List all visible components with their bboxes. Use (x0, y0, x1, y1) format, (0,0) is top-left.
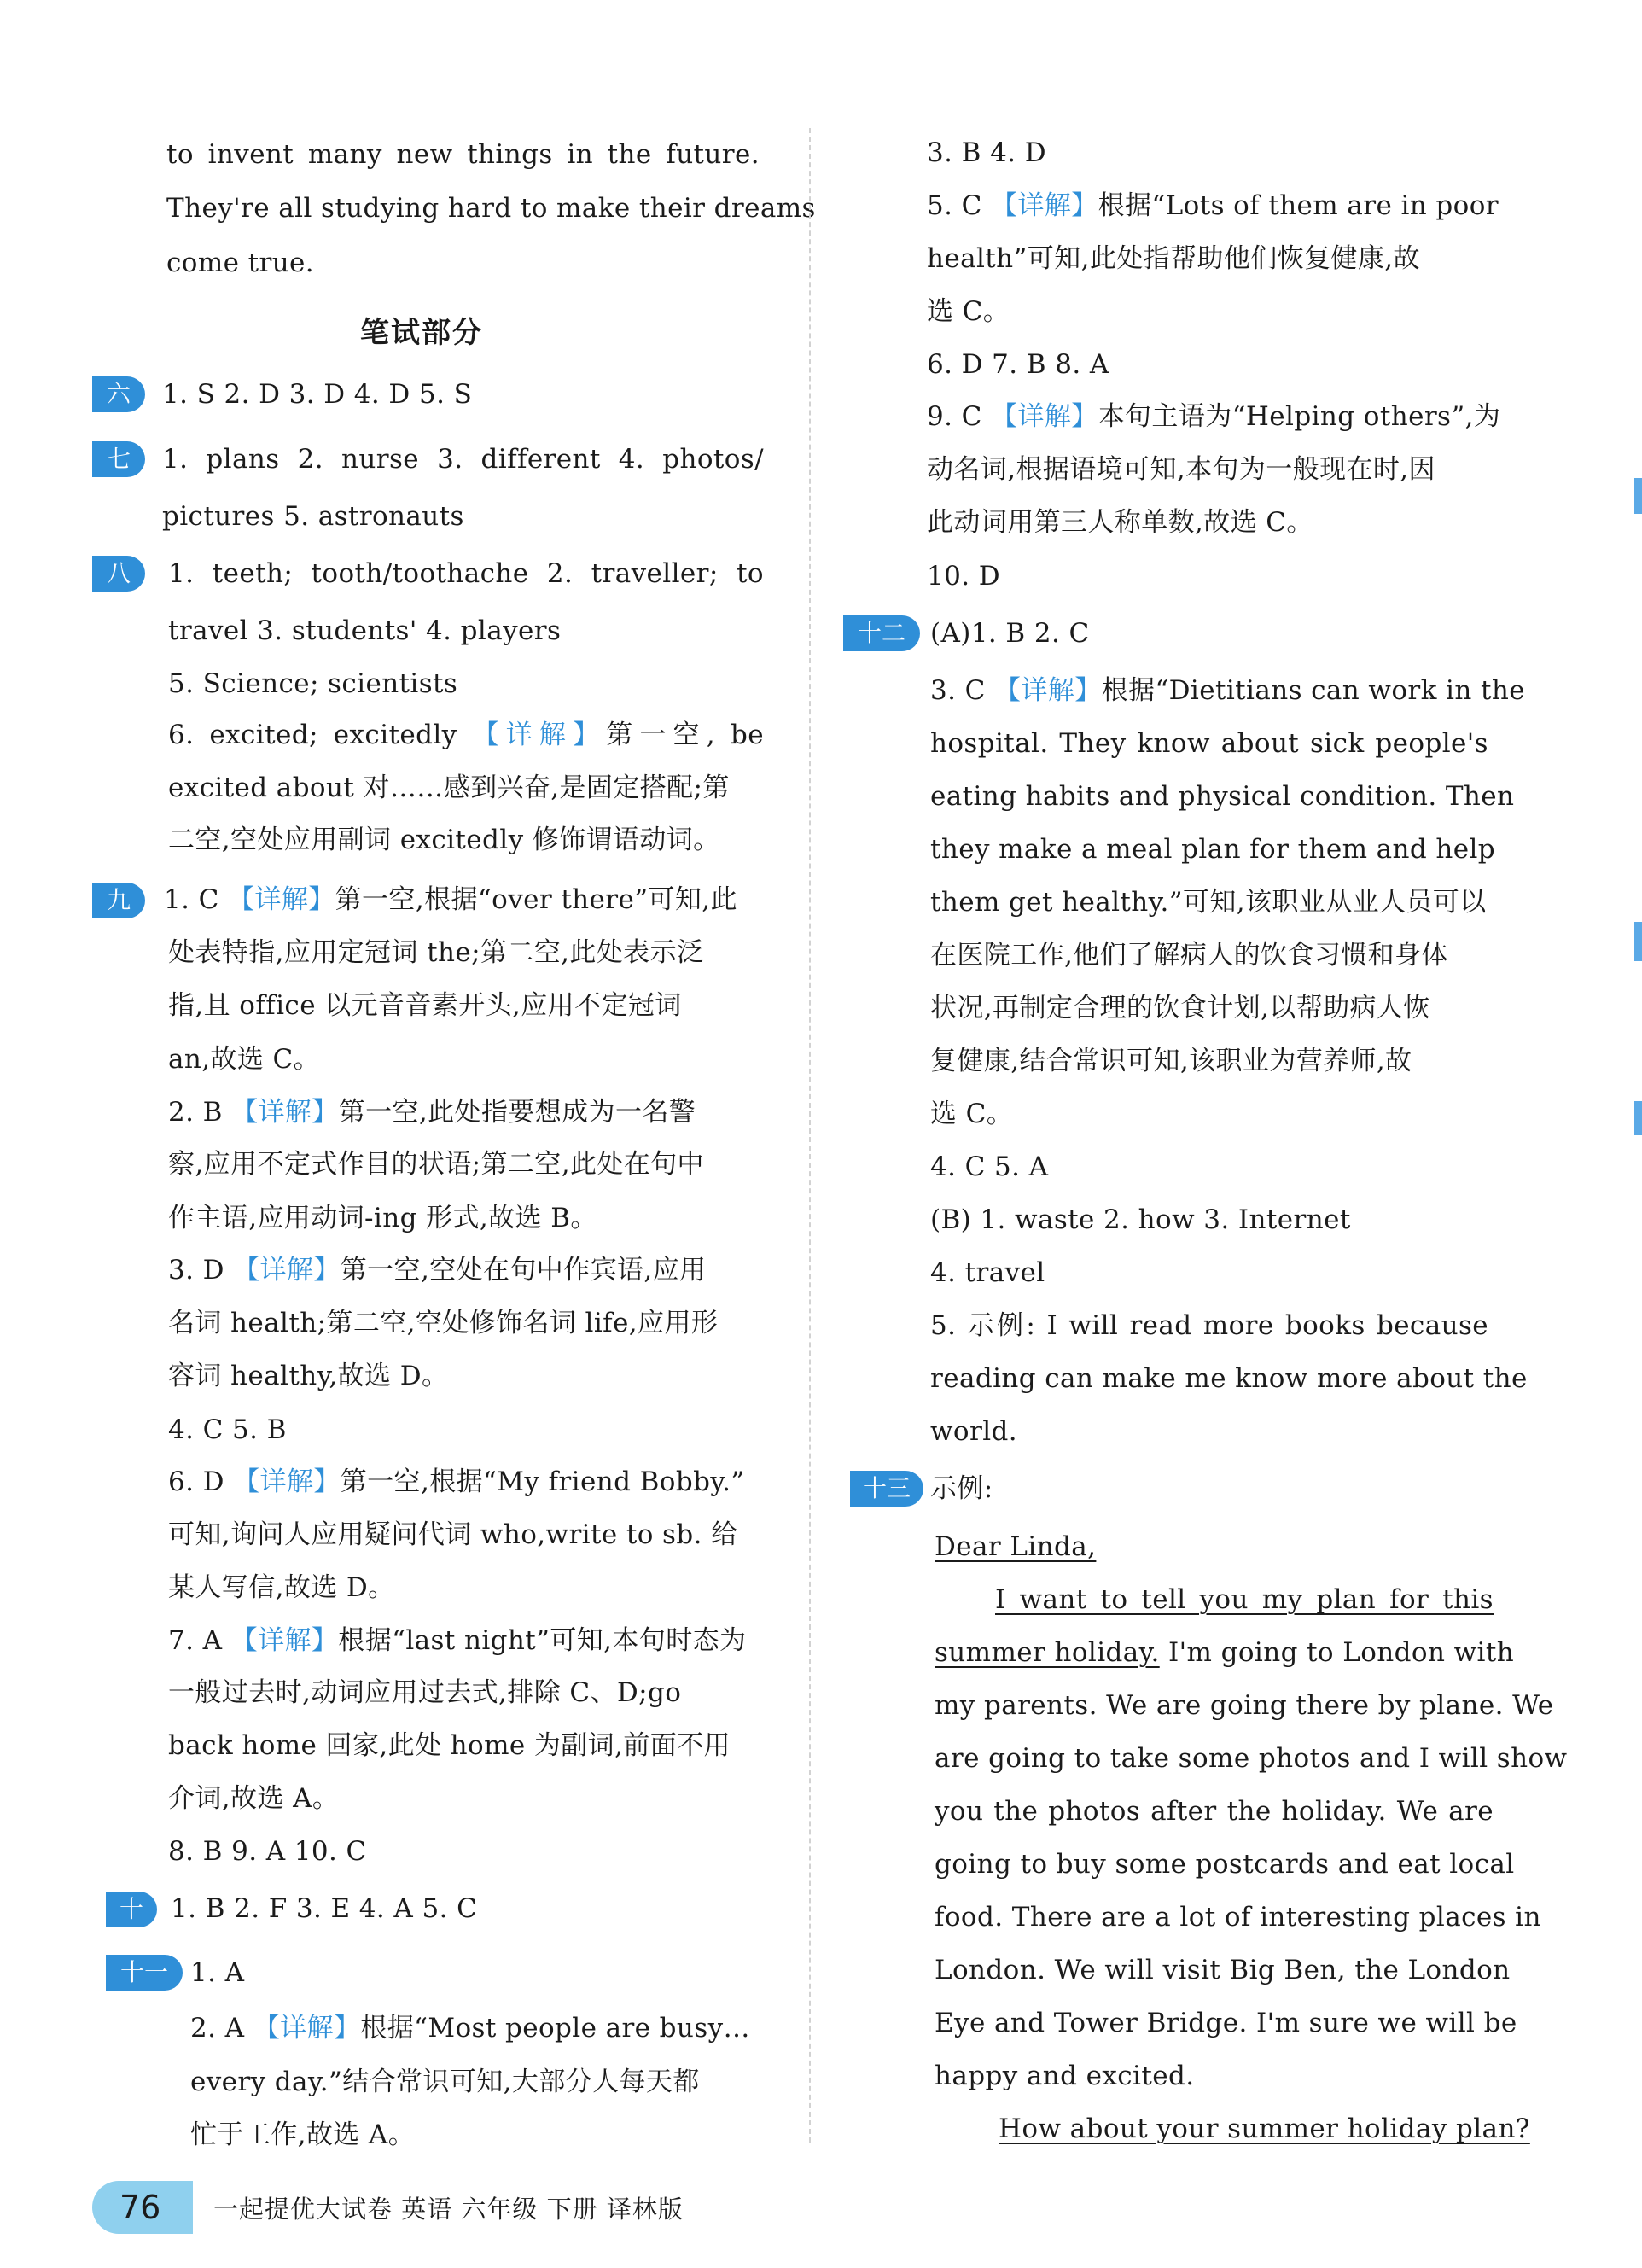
letter-line-5: you the photos after the holiday. We are (935, 1796, 1494, 1827)
q11-a3-4: 3. B 4. D (927, 137, 1046, 168)
q9-a6-line-1 (168, 1466, 745, 1498)
text-segment: 2. A (190, 2013, 253, 2044)
q12-a3-line-8: 复健康,结合常识可知,该职业为营养师,故 (930, 1046, 1412, 1076)
text-segment: 6. D (168, 1466, 234, 1497)
q11-a5-line-2: health”可知,此处指帮助他们恢复健康,故 (927, 243, 1420, 274)
text-segment: 第一空,根据“over there”可知,此 (335, 884, 737, 915)
q8-line-3: 5. Science; scientists (168, 668, 458, 699)
question-tag-10: 十 (106, 1892, 157, 1927)
intro-line-3: come true. (166, 248, 315, 278)
detail-label: 【详解】 (991, 401, 1098, 432)
q9-a2-line-3: 作主语,应用动词-ing 形式,故选 B。 (168, 1203, 597, 1233)
text-segment: 第一空,根据“My friend Bobby.” (340, 1466, 745, 1497)
q11-a5-line-1 (927, 189, 1499, 222)
detail-label: 【详解】 (228, 884, 335, 915)
page-number: 76 (119, 2189, 161, 2226)
question-tag-8: 八 (92, 556, 145, 592)
letter-closing: How about your summer holiday plan? (999, 2113, 1530, 2144)
q11-a6-8: 6. D 7. B 8. A (927, 349, 1109, 380)
q13-example-label: 示例: (930, 1473, 993, 1504)
text-segment: I'm going to London with (1159, 1637, 1515, 1668)
q12-a3-line-3: eating habits and physical condition. Then (930, 781, 1515, 812)
q8-line-6: 二空,空处应用副词 excitedly 修饰谓语动词。 (168, 825, 720, 855)
q12-a3-line-7: 状况,再制定合理的饮食计划,以帮助病人恢 (930, 993, 1430, 1023)
q9-a7-line-2: 一般过去时,动词应用过去式,排除 C、D;go (168, 1677, 682, 1708)
q8-line-1: 1. teeth; tooth/toothache 2. traveller; to (168, 558, 764, 589)
text-segment: 1. C (164, 884, 229, 915)
text-segment: 根据“Dietitians can work in the (1101, 675, 1525, 706)
detail-label: 【详解】 (253, 2013, 361, 2044)
q11-a9-line-2: 动名词,根据语境可知,本句为一般现在时,因 (927, 454, 1435, 485)
letter-line-4: are going to take some photos and I will show (935, 1743, 1568, 1774)
detail-label: 【详解】 (233, 1466, 341, 1497)
q9-a6-line-2: 可知,询问人应用疑问代词 who,write to sb. 给 (168, 1519, 738, 1550)
q12-a3-line-6: 在医院工作,他们了解病人的饮食习惯和身体 (930, 940, 1448, 971)
text-segment: 根据“Most people are busy… (360, 2013, 750, 2044)
q12-b5-line-3: world. (930, 1416, 1018, 1447)
letter-line-9: Eye and Tower Bridge. I'm sure we will be (935, 2008, 1517, 2038)
q11-a2-line-2: every day.”结合常识可知,大部分人每天都 (190, 2067, 700, 2097)
q9-a2-line-2: 察,应用不定式作目的状语;第二空,此处在句中 (168, 1149, 704, 1180)
q12-a3-line-1 (930, 674, 1525, 707)
text-segment: 9. C (927, 401, 992, 432)
question-tag-9: 九 (92, 883, 145, 918)
question-tag-13: 十三 (850, 1471, 923, 1507)
detail-label: 【详解】 (991, 190, 1098, 221)
q12-a3-line-2: hospital. They know about sick people's (930, 728, 1488, 759)
text-segment: 第一空,此处指要想成为一名警 (338, 1097, 696, 1128)
text-segment: 本句主语为“Helping others”,为 (1098, 401, 1501, 432)
q11-a5-line-3: 选 C。 (927, 296, 1010, 327)
q12-part-b-line-2: 4. travel (930, 1257, 1045, 1288)
letter-line-1: I want to tell you my plan for this (995, 1584, 1494, 1615)
q9-a4-5: 4. C 5. B (168, 1414, 287, 1445)
q9-a1-line-1 (164, 883, 737, 916)
q9-a3-line-2: 名词 health;第二空,空处修饰名词 life,应用形 (168, 1308, 719, 1338)
q12-part-b-line-1: (B) 1. waste 2. how 3. Internet (930, 1204, 1351, 1235)
q8-line-2: travel 3. students' 4. players (168, 615, 562, 646)
q8-line-4 (168, 719, 764, 751)
q12-b5-line-1: 5. 示例: I will read more books because (930, 1310, 1488, 1341)
letter-line-10: happy and excited. (935, 2061, 1195, 2091)
q12-part-a-line-1: (A)1. B 2. C (930, 618, 1090, 649)
q11-a1: 1. A (190, 1957, 245, 1988)
edge-tab-mark (1634, 1101, 1642, 1135)
text-segment: 根据“Lots of them are in poor (1098, 190, 1499, 221)
q12-a3-line-5: them get healthy.”可知,该职业从业人员可以 (930, 887, 1487, 918)
detail-label: 【详解】 (233, 1255, 341, 1286)
letter-line-6: going to buy some postcards and eat local (935, 1849, 1515, 1880)
question-tag-11: 十一 (106, 1955, 183, 1991)
text-segment: 第一空,空处在句中作宾语,应用 (340, 1255, 707, 1286)
q9-a1-line-3: 指,且 office 以元音音素开头,应用不定冠词 (168, 990, 682, 1021)
text-segment: 根据“last night”可知,本句时态为 (338, 1625, 747, 1656)
text-segment: 5. C (927, 190, 992, 221)
letter-line-2 (935, 1636, 1515, 1669)
q9-a2-line-1 (168, 1096, 696, 1128)
section-heading: 笔试部分 (360, 316, 483, 350)
text-segment: summer holiday. (935, 1637, 1160, 1668)
q12-a3-line-4: they make a meal plan for them and help (930, 834, 1496, 865)
detail-label: 【详解】 (230, 1625, 339, 1656)
book-title: 一起提优大试卷 英语 六年级 下册 译林版 (213, 2195, 684, 2224)
q11-a9-line-1 (927, 400, 1500, 433)
q12-a3-line-9: 选 C。 (930, 1099, 1014, 1129)
q7-line-2: pictures 5. astronauts (162, 501, 464, 532)
q11-a2-line-1 (190, 2012, 750, 2044)
q10-answers: 1. B 2. F 3. E 4. A 5. C (171, 1893, 478, 1924)
letter-line-7: food. There are a lot of interesting places in (935, 1902, 1541, 1933)
q9-a6-line-3: 某人写信,故选 D。 (168, 1572, 395, 1603)
text-segment: 6. excited; excitedly (168, 720, 473, 750)
text-segment: 2. B (168, 1097, 232, 1128)
q12-b5-line-2: reading can make me know more about the (930, 1363, 1528, 1394)
intro-line-1: to invent many new things in the future. (166, 139, 760, 170)
detail-label: 【详解】 (231, 1097, 339, 1128)
q11-a2-line-3: 忙于工作,故选 A。 (190, 2119, 416, 2150)
column-divider (809, 128, 811, 2143)
q9-a1-line-4: an,故选 C。 (168, 1044, 321, 1075)
edge-tab-mark (1634, 478, 1642, 514)
q9-a7-line-4: 介词,故选 A。 (168, 1783, 340, 1814)
text-segment: 3. D (168, 1255, 234, 1286)
text-segment: 7. A (168, 1625, 231, 1656)
q11-a9-line-3: 此动词用第三人称单数,故选 C。 (927, 507, 1313, 538)
q9-a3-line-1 (168, 1254, 706, 1286)
letter-line-3: my parents. We are going there by plane. We (935, 1690, 1554, 1721)
q6-answers: 1. S 2. D 3. D 4. D 5. S (162, 379, 473, 410)
text-segment: 3. C (930, 675, 995, 706)
q9-a1-line-2: 处表特指,应用定冠词 the;第二空,此处表示泛 (168, 937, 704, 968)
detail-label: 【详解】 (994, 675, 1102, 706)
q8-line-5: excited about 对……感到兴奋,是固定搭配;第 (168, 773, 730, 803)
letter-salutation: Dear Linda, (935, 1531, 1097, 1562)
question-tag-6: 六 (92, 376, 145, 412)
q9-a7-line-3: back home 回家,此处 home 为副词,前面不用 (168, 1730, 731, 1761)
detail-label: 【详解】 (472, 720, 607, 750)
letter-line-8: London. We will visit Big Ben, the London (935, 1955, 1511, 1985)
q9-a7-line-1 (168, 1624, 746, 1657)
text-segment: 第一空, be (606, 720, 764, 750)
q9-a3-line-3: 容词 healthy,故选 D。 (168, 1361, 449, 1391)
q9-a8-10: 8. B 9. A 10. C (168, 1836, 367, 1867)
question-tag-12: 十二 (843, 615, 920, 651)
q12-a4-5: 4. C 5. A (930, 1151, 1049, 1182)
q11-a10: 10. D (927, 561, 1001, 592)
edge-tab-mark (1634, 922, 1642, 961)
q7-line-1: 1. plans 2. nurse 3. different 4. photos/ (162, 444, 764, 475)
question-tag-7: 七 (92, 441, 145, 477)
intro-line-2: They're all studying hard to make their dreams (166, 193, 816, 224)
